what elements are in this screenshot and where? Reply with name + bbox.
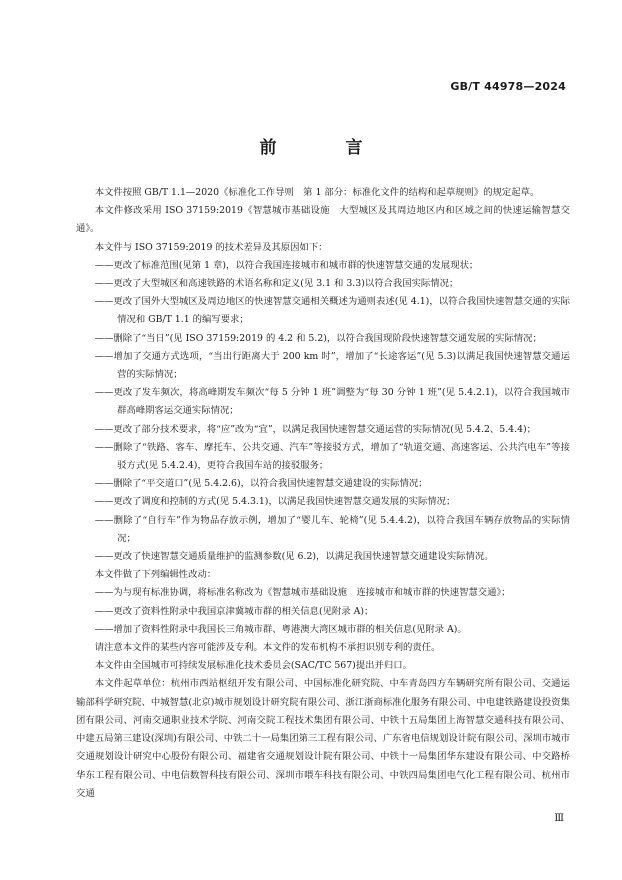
list-item: ——更改了部分技术要求，将“应”改为“宜”，以满足我国快速智慧交通运营的实际情况(见 5.4.2、5.4.4)； bbox=[94, 423, 537, 435]
list-item: ——更改了快速智慧交通质量维护的监测参数(见 6.2)，以满足我国快速智慧交通建设实际情况。 bbox=[94, 551, 494, 563]
list-item: ——删除了“平交道口”(见 5.4.2.6)，以符合我国快速智慧交通建设的实际情况； bbox=[94, 478, 428, 490]
standard-number: GB/T 44978—2024 bbox=[450, 80, 566, 93]
paragraph-tech-diff-intro: 本文件与 ISO 37159:2019 的技术差异及其原因如下： bbox=[94, 241, 328, 253]
list-item: ——更改了调度和控制的方式(见 5.4.3.1)，以满足我国快速智慧交通发展的实际情况； bbox=[94, 496, 456, 508]
page-title: 前 言 bbox=[259, 138, 389, 158]
list-item: ——更改了国外大型城区及周边地区的快速智慧交通相关概述为通则表述(见 4.1)，以符合我国快速智慧交通的实际情况和 GB/T 1.1 的编写要求； bbox=[94, 296, 570, 326]
list-item: ——更改了标准范围(见第 1 章)，以符合我国连接城市和城市群的快速智慧交通的发展现状； bbox=[94, 259, 479, 271]
paragraph-patent-notice: 请注意本文件的某些内容可能涉及专利。本文件的发布机构不承担识别专利的责任。 bbox=[94, 642, 441, 654]
paragraph-editorial-intro: 本文件做了下列编辑性改动： bbox=[94, 569, 217, 581]
list-item: ——删除了“铁路、客车、摩托车、公共交通、汽车”等接驳方式，增加了“轨道交通、高速客运、公共汽电车”等接驳方式(见 5.4.2.4)，更符合我国车站的接驳服务； bbox=[94, 441, 570, 472]
body-text bbox=[76, 184, 570, 803]
list-item: ——为与现有标准协调，将标准名称改为《智慧城市基础设施 连接城市和城市群的快速智慧交通》； bbox=[94, 587, 511, 599]
list-item: ——更改了发车频次，将高峰期发车频次“每 5 分钟 1 班”调整为“每 30 分钟 1 班”(见 5.4.2.1)，以符合我国城市群高峰期客运交通实际情况； bbox=[94, 387, 570, 417]
paragraph-adoption: 本文件修改采用 ISO 37159:2019《智慧城市基础设施 大型城区及其周边地区内和区域之间的快速运输智慧交通》。 bbox=[76, 205, 570, 235]
list-item: ——删除了“自行车”作为物品存放示例，增加了“婴儿车、轮椅”(见 5.4.4.2)，以符合我国车辆存放物品的实际情况； bbox=[94, 514, 570, 544]
paragraph-drafting-units: 本文件起草单位：杭州市西站枢纽开发有限公司、中国标准化研究院、中车青岛四方车辆研究所有限公司、交通运输部科学研究院、中城智慧(北京)城市规划设计研究院有限公司、浙江浙商标准化服务有限公司、中电建铁路建设投资集团有限公司、河南交通职业技术学院、河南交院工程技术集团有限公司、中铁十五局集团上海智慧交通科技有限公司、中建五局第三建设(深圳)有限公司、中铁二十一局集团第三工程有限公司、广东省电信规划设计院有限公司、深圳市城市交通规划设计研究中心股份有限公司、福建省交通规划设计院有限公司、中铁十一局集团华东建设有限公司、中交路桥华东工程有限公司、中电信数智科技有限公司、深圳市喂车科技有限公司、中铁四局集团电气化工程有限公司、杭州市交通 bbox=[76, 678, 570, 799]
page-number: Ⅲ bbox=[554, 813, 564, 824]
paragraph-committee: 本文件由全国城市可持续发展标准化技术委员会(SAC/TC 567)提出并归口。 bbox=[94, 660, 412, 672]
list-item: ——增加了交通方式选项，“当出行距离大于 200 km 时”，增加了“长途客运”(见 5.3)以满足我国快速智慧交通运营的实际情况； bbox=[94, 350, 570, 381]
paragraph-drafting-rules: 本文件按照 GB/T 1.1—2020《标准化工作导则 第 1 部分：标准化文件的结构和起草规则》的规定起草。 bbox=[94, 187, 540, 198]
list-item: ——更改了大型城区和高速铁路的术语名称和定义(见 3.1 和 3.3)以符合我国实际情况； bbox=[94, 278, 459, 290]
list-item: ——删除了“当日”(见 ISO 37159:2019 的 4.2 和 5.2)，以符合我国现阶段快速智慧交通发展的实际情况； bbox=[94, 332, 542, 344]
list-item: ——更改了资料性附录中我国京津冀城市群的相关信息(见附录 A)； bbox=[94, 605, 374, 617]
list-item: ——增加了资料性附录中我国长三角城市群、粤港澳大湾区城市群的相关信息(见附录 A)。 bbox=[94, 623, 467, 635]
